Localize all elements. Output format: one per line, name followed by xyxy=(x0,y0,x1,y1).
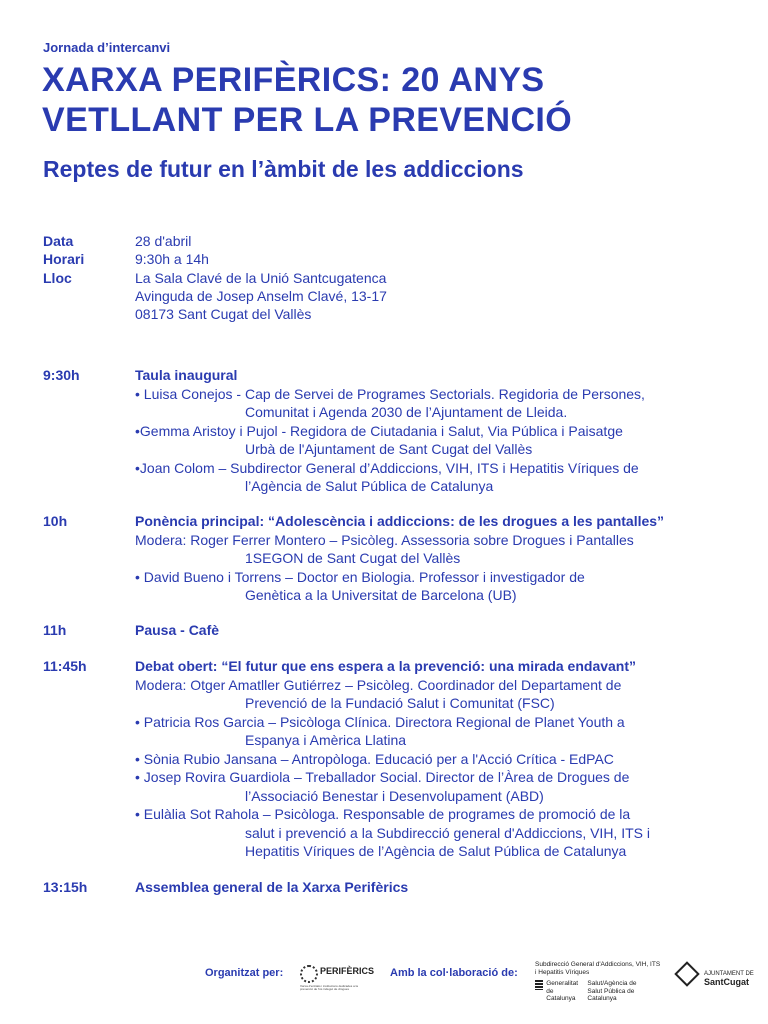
perifèrics-logo-tagline: Xarxa d'entitats i institucions dedicades a la prevenció de l'ús indegut de drogues xyxy=(300,985,358,991)
generalitat-emblem-icon xyxy=(535,980,543,990)
footer xyxy=(0,955,768,1015)
time-row xyxy=(43,250,387,268)
page-title xyxy=(42,60,572,140)
speaker-line: Modera: Roger Ferrer Montero – Psicòleg. Assessoria sobre Drogues i Pantalles xyxy=(135,531,634,548)
place-line: 08173 Sant Cugat del Vallès xyxy=(135,306,312,323)
title-line-2: VETLLANT PER LA PREVENCIÓ xyxy=(42,101,573,139)
ajuntament-text: AJUNTAMENT DE xyxy=(704,971,754,977)
place-line: La Sala Clavé de la Unió Santcugatenca xyxy=(135,269,387,286)
speaker-line-cont: 1SEGON de Sant Cugat del Vallès xyxy=(245,550,461,566)
date-value: 28 d'abril xyxy=(135,233,192,249)
program-title: Debat obert: “El futur que ens espera a la prevenció: una mirada endavant” xyxy=(135,658,637,674)
speaker-line-cont: salut i prevenció a la Subdirecció general d'Addiccions, VIH, ITS i xyxy=(245,824,650,841)
organized-by-label: Organitzat per: xyxy=(205,967,284,979)
generalitat-text: Generalitat xyxy=(546,980,579,987)
date-row xyxy=(43,232,387,250)
program-content xyxy=(135,366,743,496)
aspc-text: Salut/Agència de xyxy=(587,980,637,987)
page-subtitle: Reptes de futur en l’àmbit de les addiccions xyxy=(43,156,524,182)
program-time: 9:30h xyxy=(43,367,80,383)
program-time: 13:15h xyxy=(43,879,88,895)
collaboration-label: Amb la col·laboració de: xyxy=(390,967,518,979)
program-item-keynote xyxy=(43,512,743,605)
speaker-line-cont: Hepatitis Víriques de l’Agència de Salut Pública de Catalunya xyxy=(245,843,627,859)
event-info xyxy=(43,232,387,323)
time-value: 9:30h a 14h xyxy=(135,251,209,268)
speaker-line-cont: Urbà de l'Ajuntament de Sant Cugat del Vallès xyxy=(245,441,533,457)
subdireccio-text: i Hepatitis Víriques xyxy=(535,968,590,976)
program-title: Assemblea general de la Xarxa Perifèrics xyxy=(135,879,409,895)
flower-icon xyxy=(300,965,318,983)
speaker-line-cont: Comunitat i Agenda 2030 de l’Ajuntament de Lleida. xyxy=(245,404,568,420)
program-item-debate xyxy=(43,657,743,861)
speaker-line-cont: l’Agència de Salut Pública de Catalunya xyxy=(245,478,494,494)
generalitat-text: de Catalunya xyxy=(546,987,576,1002)
date-label: Data xyxy=(43,233,74,249)
place-value xyxy=(135,269,387,324)
place-label: Lloc xyxy=(43,269,72,286)
santcugat-text: SantCugat xyxy=(704,977,749,987)
program-content xyxy=(135,512,743,605)
perifèrics-logo xyxy=(300,963,375,997)
place-row xyxy=(43,269,387,324)
perifèrics-logo-name: PERIFÈRICS xyxy=(320,966,375,976)
speaker-line-cont: Prevenció de la Fundació Salut i Comunitat (FSC) xyxy=(245,695,555,711)
speaker-line: • Eulàlia Sot Rahola – Psicòloga. Responsable de programes de promoció de la xyxy=(135,806,631,822)
program-item-assembly xyxy=(43,878,743,897)
place-line: Avinguda de Josep Anselm Clavé, 13-17 xyxy=(135,287,387,304)
diamond-icon xyxy=(674,961,699,986)
speaker-line: •Joan Colom – Subdirector General d’Addiccions, VIH, ITS i Hepatitis Víriques de xyxy=(135,459,639,476)
speaker-line: Modera: Otger Amatller Gutiérrez – Psicòleg. Coordinador del Departament de xyxy=(135,676,622,693)
program-title: Ponència principal: “Adolescència i addiccions: de les drogues a les pantalles” xyxy=(135,513,665,529)
title-line-1: XARXA PERIFÈRICS: 20 ANYS xyxy=(42,61,545,99)
program-title: Pausa - Cafè xyxy=(135,622,220,638)
event-type: Jornada d’intercanvi xyxy=(43,40,171,55)
speaker-line: • Patricia Ros Garcia – Psicòloga Clínica. Directora Regional de Planet Youth a xyxy=(135,713,625,730)
speaker-line: • Luisa Conejos - Cap de Servei de Programes Sectorials. Regidoria de Persones, xyxy=(135,385,645,402)
sant-cugat-logo xyxy=(676,961,766,995)
program-content xyxy=(135,621,743,640)
speaker-line-cont: Genètica a la Universitat de Barcelona (UB) xyxy=(245,587,517,603)
program-item-break xyxy=(43,621,743,640)
program-time: 10h xyxy=(43,513,68,529)
program-time: 11:45h xyxy=(43,658,87,674)
speaker-line: • Sònia Rubio Jansana – Antropòloga. Educació per a l'Acció Crítica - EdPAC xyxy=(135,750,614,767)
time-label: Horari xyxy=(43,251,85,268)
speaker-line: • Josep Rovira Guardiola – Treballador Social. Director de l’Àrea de Drogues de xyxy=(135,769,630,785)
generalitat-logo xyxy=(535,961,665,1003)
program-content xyxy=(135,657,743,861)
speaker-line-cont: Espanya i Amèrica Llatina xyxy=(245,732,407,748)
speaker-line-cont: l’Associació Benestar i Desenvolupament (ABD) xyxy=(245,787,544,804)
subdireccio-text: Subdirecció General d'Addiccions, VIH, ITS xyxy=(535,961,661,968)
speaker-line: • David Bueno i Torrens – Doctor en Biologia. Professor i investigador de xyxy=(135,568,585,585)
program-item-inaugural xyxy=(43,366,743,496)
program-time: 11h xyxy=(43,622,67,638)
program-title: Taula inaugural xyxy=(135,367,238,383)
aspc-text: Salut Pública de Catalunya xyxy=(587,987,635,1002)
speaker-line: •Gemma Aristoy i Pujol - Regidora de Ciutadania i Salut, Via Pública i Paisatge xyxy=(135,422,623,439)
program-content xyxy=(135,878,743,897)
